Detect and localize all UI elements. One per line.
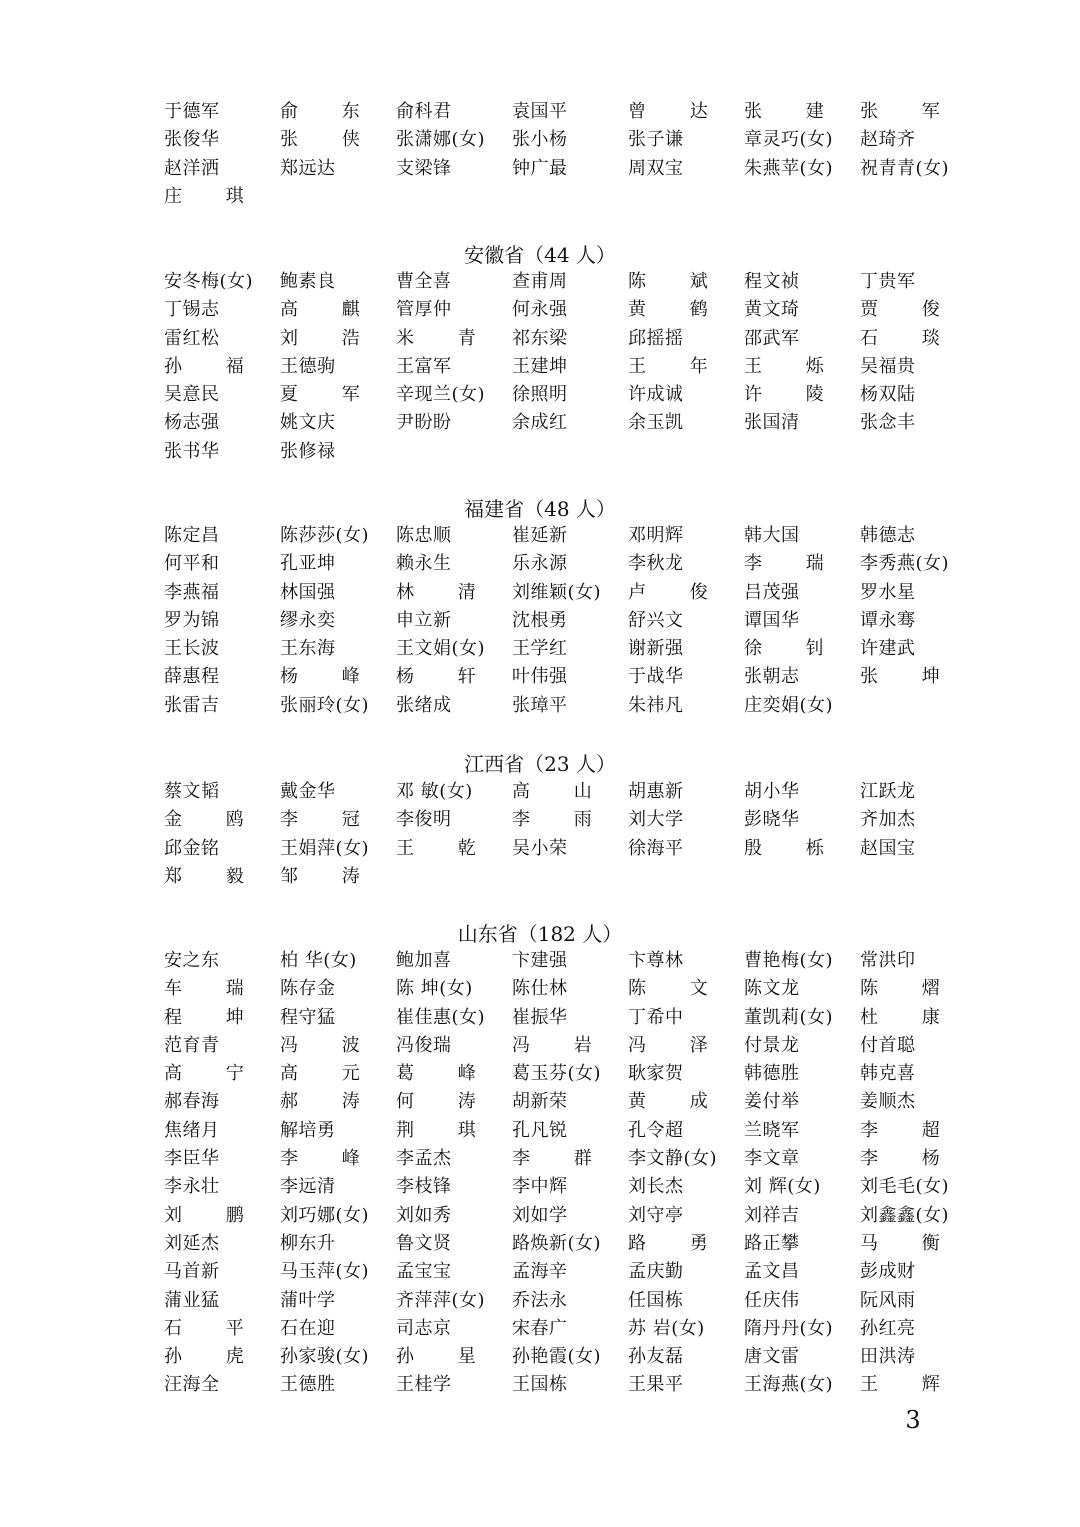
person-name: 曹全喜 <box>396 271 452 292</box>
person-name: 冯 波 <box>280 1034 379 1056</box>
person-name: 李秀燕(女) <box>860 553 950 575</box>
person-name: 谭永骞 <box>860 609 916 631</box>
person-name: 何永强 <box>512 299 568 321</box>
person-name: 王文娟(女) <box>396 638 486 660</box>
person-name: 何平和 <box>164 553 220 575</box>
person-name: 李燕福 <box>164 581 220 603</box>
person-name: 张丽玲(女) <box>280 694 370 716</box>
name-row <box>164 98 984 126</box>
person-name: 张小杨 <box>512 129 568 151</box>
person-name: 王建坤 <box>512 355 568 377</box>
person-name: 程守猛 <box>280 1006 336 1028</box>
person-name: 蔡文韬 <box>164 781 220 802</box>
person-name: 孔亚坤 <box>280 553 336 575</box>
person-name: 王国栋 <box>512 1374 568 1396</box>
person-name: 胡惠新 <box>628 781 684 802</box>
name-row <box>164 1315 984 1343</box>
person-name: 邓明辉 <box>628 525 684 546</box>
person-name: 彭晓华 <box>744 809 800 831</box>
person-name: 王长波 <box>164 638 220 660</box>
person-name: 黄 成 <box>628 1091 727 1113</box>
page-number: 3 <box>905 1406 921 1434</box>
person-name: 李 超 <box>860 1119 959 1141</box>
name-row <box>164 1287 984 1315</box>
person-name: 陈存金 <box>280 978 336 1000</box>
person-name: 刘祥吉 <box>744 1204 800 1226</box>
person-name: 孙 星 <box>396 1346 495 1368</box>
person-name: 杨 轩 <box>396 666 495 688</box>
name-row <box>164 1117 984 1145</box>
person-name: 孙红亮 <box>860 1317 916 1339</box>
person-name: 舒兴文 <box>628 609 684 631</box>
person-name: 管厚仲 <box>396 299 452 321</box>
person-name: 黄 鹤 <box>628 299 727 321</box>
name-grid-fujian <box>164 522 984 720</box>
person-name: 孙 福 <box>164 355 263 377</box>
person-name: 崔振华 <box>512 1006 568 1028</box>
person-name: 俞科君 <box>396 101 452 122</box>
person-name: 庄 琪 <box>164 185 263 207</box>
person-name: 安冬梅(女) <box>164 271 254 292</box>
person-name: 石 琰 <box>860 327 959 349</box>
person-name: 孔凡锐 <box>512 1119 568 1141</box>
person-name: 崔佳惠(女) <box>396 1006 486 1028</box>
person-name: 李俊明 <box>396 809 452 831</box>
person-name: 张潇娜(女) <box>396 129 486 151</box>
name-row <box>164 296 984 324</box>
person-name: 孙艳霞(女) <box>512 1346 602 1368</box>
person-name: 路 勇 <box>628 1232 727 1254</box>
person-name: 祝青青(女) <box>860 157 950 179</box>
person-name: 申立新 <box>396 609 452 631</box>
name-row <box>164 863 984 891</box>
person-name: 杜 康 <box>860 1006 959 1028</box>
person-name: 陈忠顺 <box>396 525 452 546</box>
person-name: 葛 峰 <box>396 1063 495 1085</box>
person-name: 张 侠 <box>280 129 379 151</box>
person-name: 乐永源 <box>512 553 568 575</box>
person-name: 林 清 <box>396 581 495 603</box>
person-name: 王果平 <box>628 1374 684 1396</box>
name-row <box>164 1230 984 1258</box>
person-name: 胡小华 <box>744 781 800 802</box>
person-name: 卞尊林 <box>628 950 684 971</box>
person-name: 朱燕苹(女) <box>744 157 834 179</box>
person-name: 耿家贺 <box>628 1063 684 1085</box>
person-name: 李永壮 <box>164 1176 220 1198</box>
name-row <box>164 409 984 437</box>
person-name: 齐加杰 <box>860 809 916 831</box>
person-name: 郑远达 <box>280 157 336 179</box>
person-name: 戴金华 <box>280 781 336 802</box>
person-name: 陈莎莎(女) <box>280 525 370 546</box>
person-name: 鲍加喜 <box>396 950 452 971</box>
person-name: 王德驹 <box>280 355 336 377</box>
person-name: 范育青 <box>164 1034 220 1056</box>
person-name: 王海燕(女) <box>744 1374 834 1396</box>
person-name: 王 烁 <box>744 355 843 377</box>
person-name: 张俊华 <box>164 129 220 151</box>
person-name: 陈文龙 <box>744 978 800 1000</box>
person-name: 姚文庆 <box>280 412 336 434</box>
name-row <box>164 1145 984 1173</box>
person-name: 冯 泽 <box>628 1034 727 1056</box>
person-name: 张念丰 <box>860 412 916 434</box>
person-name: 王东海 <box>280 638 336 660</box>
person-name: 张书华 <box>164 440 220 462</box>
person-name: 宋春广 <box>512 1317 568 1339</box>
name-row <box>164 835 984 863</box>
person-name: 余成红 <box>512 412 568 434</box>
person-name: 陈仕林 <box>512 978 568 1000</box>
person-name: 程 坤 <box>164 1006 263 1028</box>
person-name: 李孟杰 <box>396 1148 452 1170</box>
person-name: 张绪成 <box>396 694 452 716</box>
name-grid-anhui <box>164 268 984 466</box>
person-name: 孙 虎 <box>164 1346 263 1368</box>
person-name: 李 峰 <box>280 1148 379 1170</box>
section-title-anhui: 安徽省（44 人） <box>464 243 616 267</box>
person-name: 刘长杰 <box>628 1176 684 1198</box>
person-name: 王桂学 <box>396 1374 452 1396</box>
person-name: 庄奕娟(女) <box>744 694 834 716</box>
person-name: 王学红 <box>512 638 568 660</box>
person-name: 杨志强 <box>164 412 220 434</box>
person-name: 辛现兰(女) <box>396 384 486 406</box>
person-name: 安之东 <box>164 950 220 971</box>
person-name: 兰晓军 <box>744 1119 800 1141</box>
person-name: 俞 东 <box>280 101 379 122</box>
person-name: 刘毛毛(女) <box>860 1176 950 1198</box>
person-name: 高 山 <box>512 781 611 802</box>
name-row <box>164 806 984 834</box>
section-title-fujian: 福建省（48 人） <box>464 497 616 521</box>
person-name: 杨 峰 <box>280 666 379 688</box>
person-name: 于德军 <box>164 101 220 122</box>
person-name: 任庆伟 <box>744 1289 800 1311</box>
person-name: 彭成财 <box>860 1261 916 1283</box>
name-row <box>164 635 984 663</box>
person-name: 雷红松 <box>164 327 220 349</box>
person-name: 曹艳梅(女) <box>744 950 834 971</box>
person-name: 于战华 <box>628 666 684 688</box>
person-name: 孙友磊 <box>628 1346 684 1368</box>
person-name: 邹 涛 <box>280 865 379 887</box>
person-name: 孟庆勤 <box>628 1261 684 1283</box>
person-name: 林国强 <box>280 581 336 603</box>
person-name: 王 年 <box>628 355 727 377</box>
person-name: 王娟萍(女) <box>280 837 370 859</box>
person-name: 孟文昌 <box>744 1261 800 1283</box>
person-name: 张修禄 <box>280 440 336 462</box>
person-name: 陈 文 <box>628 978 727 1000</box>
name-row <box>164 1173 984 1201</box>
person-name: 张朝志 <box>744 666 800 688</box>
person-name: 田洪涛 <box>860 1346 916 1368</box>
person-name: 姜付举 <box>744 1091 800 1113</box>
person-name: 刘 鹏 <box>164 1204 263 1226</box>
person-name: 吕茂强 <box>744 581 800 603</box>
name-row <box>164 1032 984 1060</box>
person-name: 徐海平 <box>628 837 684 859</box>
person-name: 沈根勇 <box>512 609 568 631</box>
person-name: 李臣华 <box>164 1148 220 1170</box>
person-name: 杨双陆 <box>860 384 916 406</box>
person-name: 冯 岩 <box>512 1034 611 1056</box>
person-name: 常洪印 <box>860 950 916 971</box>
person-name: 马玉萍(女) <box>280 1261 370 1283</box>
person-name: 冯俊瑞 <box>396 1034 452 1056</box>
name-row <box>164 1060 984 1088</box>
person-name: 周双宝 <box>628 157 684 179</box>
person-name: 金 鸥 <box>164 809 263 831</box>
person-name: 李 群 <box>512 1148 611 1170</box>
person-name: 张雷吉 <box>164 694 220 716</box>
person-name: 姜顺杰 <box>860 1091 916 1113</box>
person-name: 李文静(女) <box>628 1148 718 1170</box>
name-row <box>164 1004 984 1032</box>
person-name: 徐照明 <box>512 384 568 406</box>
person-name: 鲍素良 <box>280 271 336 292</box>
person-name: 夏 军 <box>280 384 379 406</box>
person-name: 刘如秀 <box>396 1204 452 1226</box>
person-name: 祁东梁 <box>512 327 568 349</box>
name-row <box>164 550 984 578</box>
name-row <box>164 1371 984 1399</box>
name-row <box>164 975 984 1003</box>
person-name: 李 杨 <box>860 1148 959 1170</box>
name-row <box>164 522 984 550</box>
person-name: 张璋平 <box>512 694 568 716</box>
person-name: 解培勇 <box>280 1119 336 1141</box>
person-name: 苏 岩(女) <box>628 1317 705 1339</box>
person-name: 李文章 <box>744 1148 800 1170</box>
person-name: 刘维颖(女) <box>512 581 602 603</box>
person-name: 赖永生 <box>396 553 452 575</box>
person-name: 徐 钊 <box>744 638 843 660</box>
person-name: 张 军 <box>860 101 959 122</box>
name-row <box>164 1202 984 1230</box>
person-name: 贾 俊 <box>860 299 959 321</box>
person-name: 刘延杰 <box>164 1232 220 1254</box>
person-name: 丁贵军 <box>860 271 916 292</box>
person-name: 罗为锦 <box>164 609 220 631</box>
person-name: 吴小荣 <box>512 837 568 859</box>
person-name: 王 辉 <box>860 1374 959 1396</box>
person-name: 罗水星 <box>860 581 916 603</box>
person-name: 孟海辛 <box>512 1261 568 1283</box>
person-name: 支梁锋 <box>396 157 452 179</box>
section-title-shandong: 山东省（182 人） <box>457 922 623 946</box>
person-name: 吴意民 <box>164 384 220 406</box>
person-name: 刘守亭 <box>628 1204 684 1226</box>
person-name: 卞建强 <box>512 950 568 971</box>
person-name: 谢新强 <box>628 638 684 660</box>
person-name: 邱摇摇 <box>628 327 684 349</box>
person-name: 高 元 <box>280 1063 379 1085</box>
person-name: 王富军 <box>396 355 452 377</box>
person-name: 张 坤 <box>860 666 959 688</box>
name-grid-shandong <box>164 947 984 1400</box>
person-name: 石 平 <box>164 1317 263 1339</box>
name-row <box>164 692 984 720</box>
name-row <box>164 268 984 296</box>
name-row <box>164 778 984 806</box>
person-name: 邱金铭 <box>164 837 220 859</box>
name-row <box>164 183 984 211</box>
person-name: 李 冠 <box>280 809 379 831</box>
person-name: 张国清 <box>744 412 800 434</box>
person-name: 乔法永 <box>512 1289 568 1311</box>
name-row <box>164 155 984 183</box>
person-name: 郑 毅 <box>164 865 263 887</box>
person-name: 郝 涛 <box>280 1091 379 1113</box>
person-name: 任国栋 <box>628 1289 684 1311</box>
person-name: 孟宝宝 <box>396 1261 452 1283</box>
person-name: 刘 辉(女) <box>744 1176 821 1198</box>
person-name: 付首聪 <box>860 1034 916 1056</box>
person-name: 付景龙 <box>744 1034 800 1056</box>
person-name: 马首新 <box>164 1261 220 1283</box>
person-name: 黄文琦 <box>744 299 800 321</box>
person-name: 刘巧娜(女) <box>280 1204 370 1226</box>
person-name: 柏 华(女) <box>280 950 357 971</box>
person-name: 车 瑞 <box>164 978 263 1000</box>
person-name: 查甫周 <box>512 271 568 292</box>
name-row <box>164 1088 984 1116</box>
person-name: 张子谦 <box>628 129 684 151</box>
person-name: 缪永奕 <box>280 609 336 631</box>
person-name: 邓 敏(女) <box>396 781 473 802</box>
person-name: 韩克喜 <box>860 1063 916 1085</box>
person-name: 余玉凯 <box>628 412 684 434</box>
person-name: 葛玉芬(女) <box>512 1063 602 1085</box>
name-row <box>164 663 984 691</box>
name-row <box>164 325 984 353</box>
person-name: 江跃龙 <box>860 781 916 802</box>
person-name: 程文祯 <box>744 271 800 292</box>
person-name: 赵洋洒 <box>164 157 220 179</box>
person-name: 何 涛 <box>396 1091 495 1113</box>
person-name: 刘鑫鑫(女) <box>860 1204 950 1226</box>
person-name: 袁国平 <box>512 101 568 122</box>
person-name: 董凯莉(女) <box>744 1006 834 1028</box>
person-name: 殷 栎 <box>744 837 843 859</box>
person-name: 路正攀 <box>744 1232 800 1254</box>
person-name: 韩大国 <box>744 525 800 546</box>
name-row <box>164 947 984 975</box>
person-name: 鲁文贤 <box>396 1232 452 1254</box>
person-name: 陈 熠 <box>860 978 959 1000</box>
person-name: 荆 琪 <box>396 1119 495 1141</box>
name-grid-zhejiang-continued <box>164 98 984 211</box>
person-name: 李 雨 <box>512 809 611 831</box>
person-name: 高 麒 <box>280 299 379 321</box>
person-name: 汪海全 <box>164 1374 220 1396</box>
person-name: 柳东升 <box>280 1232 336 1254</box>
person-name: 许成诚 <box>628 384 684 406</box>
person-name: 许建武 <box>860 638 916 660</box>
person-name: 张 建 <box>744 101 843 122</box>
person-name: 孔令超 <box>628 1119 684 1141</box>
person-name: 刘 浩 <box>280 327 379 349</box>
name-row <box>164 1343 984 1371</box>
name-row <box>164 353 984 381</box>
person-name: 路焕新(女) <box>512 1232 602 1254</box>
person-name: 李远清 <box>280 1176 336 1198</box>
person-name: 陈 斌 <box>628 271 727 292</box>
person-name: 唐文雷 <box>744 1346 800 1368</box>
person-name: 石在迎 <box>280 1317 336 1339</box>
person-name: 李秋龙 <box>628 553 684 575</box>
person-name: 蒲叶学 <box>280 1289 336 1311</box>
person-name: 丁希中 <box>628 1006 684 1028</box>
person-name: 赵国宝 <box>860 837 916 859</box>
person-name: 尹盼盼 <box>396 412 452 434</box>
person-name: 司志京 <box>396 1317 452 1339</box>
person-name: 刘如学 <box>512 1204 568 1226</box>
person-name: 韩德胜 <box>744 1063 800 1085</box>
person-name: 陈定昌 <box>164 525 220 546</box>
name-row <box>164 381 984 409</box>
person-name: 胡新荣 <box>512 1091 568 1113</box>
person-name: 章灵巧(女) <box>744 129 834 151</box>
person-name: 齐萍萍(女) <box>396 1289 486 1311</box>
person-name: 薛惠程 <box>164 666 220 688</box>
person-name: 郝春海 <box>164 1091 220 1113</box>
person-name: 李 瑞 <box>744 553 843 575</box>
person-name: 崔延新 <box>512 525 568 546</box>
person-name: 赵琦齐 <box>860 129 916 151</box>
name-row <box>164 607 984 635</box>
person-name: 李枝锋 <box>396 1176 452 1198</box>
person-name: 许 陵 <box>744 384 843 406</box>
person-name: 韩德志 <box>860 525 916 546</box>
person-name: 朱祎凡 <box>628 694 684 716</box>
person-name: 叶伟强 <box>512 666 568 688</box>
name-row <box>164 126 984 154</box>
name-row <box>164 438 984 466</box>
name-grid-jiangxi <box>164 778 984 891</box>
person-name: 卢 俊 <box>628 581 727 603</box>
person-name: 吴福贵 <box>860 355 916 377</box>
person-name: 米 青 <box>396 327 495 349</box>
person-name: 钟广最 <box>512 157 568 179</box>
person-name: 邵武军 <box>744 327 800 349</box>
section-title-jiangxi: 江西省（23 人） <box>464 752 616 776</box>
person-name: 刘大学 <box>628 809 684 831</box>
person-name: 李中辉 <box>512 1176 568 1198</box>
name-row <box>164 579 984 607</box>
person-name: 蒲业猛 <box>164 1289 220 1311</box>
person-name: 焦绪月 <box>164 1119 220 1141</box>
person-name: 曾 达 <box>628 101 727 122</box>
person-name: 陈 坤(女) <box>396 978 473 1000</box>
name-row <box>164 1258 984 1286</box>
person-name: 隋丹丹(女) <box>744 1317 834 1339</box>
person-name: 孙家骏(女) <box>280 1346 370 1368</box>
person-name: 王 乾 <box>396 837 495 859</box>
person-name: 谭国华 <box>744 609 800 631</box>
person-name: 高 宁 <box>164 1063 263 1085</box>
person-name: 丁锡志 <box>164 299 220 321</box>
person-name: 王德胜 <box>280 1374 336 1396</box>
person-name: 阮风雨 <box>860 1289 916 1311</box>
person-name: 马 衡 <box>860 1232 959 1254</box>
